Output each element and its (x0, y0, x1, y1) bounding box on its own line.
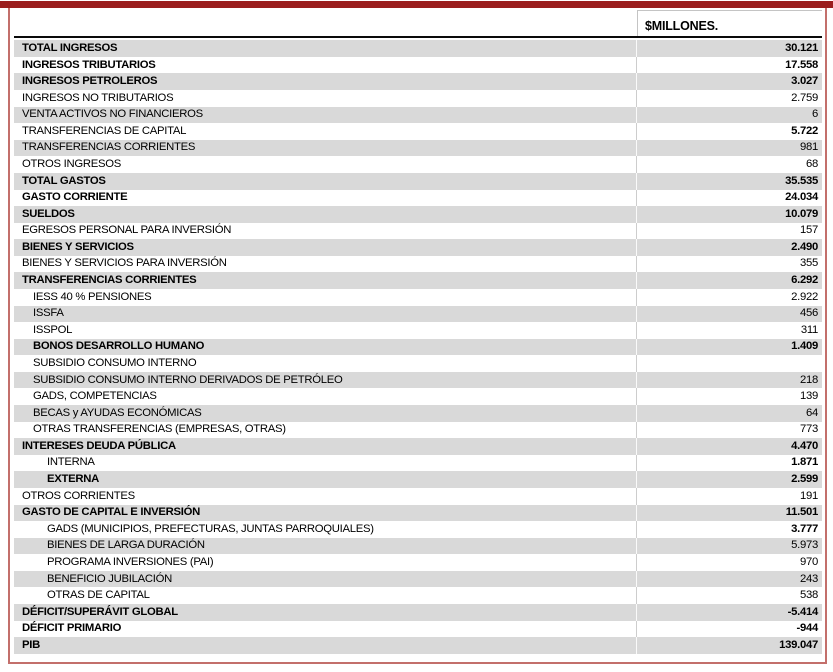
table-row (14, 289, 822, 306)
row-label: INTERNA (14, 455, 637, 472)
table-row (14, 123, 822, 140)
row-label: VENTA ACTIVOS NO FINANCIEROS (14, 107, 637, 124)
row-value: 191 (799, 489, 818, 502)
value-column-header: $MILLONES. (637, 10, 822, 36)
row-value: 218 (799, 373, 818, 386)
table-row (14, 538, 822, 555)
row-label: DÉFICIT/SUPERÁVIT GLOBAL (14, 604, 637, 621)
row-value: 10.079 (785, 207, 818, 220)
row-value: 24.034 (785, 191, 818, 204)
table-header-row (14, 10, 822, 38)
row-value: 5.973 (791, 539, 818, 552)
row-value (637, 355, 822, 372)
table-row (14, 455, 822, 472)
table-row (14, 571, 822, 588)
row-label: BIENES Y SERVICIOS PARA INVERSIÓN (14, 256, 637, 273)
table-row (14, 256, 822, 273)
table-row (14, 73, 822, 90)
row-value: -944 (796, 622, 818, 635)
row-value: 35.535 (785, 174, 818, 187)
table-row (14, 57, 822, 74)
table-row (14, 521, 822, 538)
row-value: 17.558 (785, 58, 818, 71)
table-row (14, 173, 822, 190)
row-value: 139.047 (779, 638, 818, 651)
row-label: OTROS CORRIENTES (14, 488, 637, 505)
row-label: INGRESOS TRIBUTARIOS (14, 57, 637, 74)
row-label: BECAS y AYUDAS ECONÓMICAS (14, 405, 637, 422)
row-label: TRANSFERENCIAS DE CAPITAL (14, 123, 637, 140)
table-row (14, 621, 822, 638)
row-value: 3.027 (791, 75, 818, 88)
row-value: 6 (811, 108, 818, 121)
row-label: EXTERNA (14, 471, 637, 488)
table-row (14, 223, 822, 240)
row-label: INGRESOS PETROLEROS (14, 73, 637, 90)
row-value: 2.922 (791, 290, 818, 303)
row-label: ISSFA (14, 306, 637, 323)
row-value: 11.501 (785, 506, 818, 519)
row-value: 139 (799, 390, 818, 403)
row-value: 6.292 (791, 274, 818, 287)
row-label: EGRESOS PERSONAL PARA INVERSIÓN (14, 223, 637, 240)
table-body (14, 40, 822, 654)
row-value: 311 (800, 323, 818, 336)
table-row (14, 405, 822, 422)
row-label: TOTAL GASTOS (14, 173, 637, 190)
row-label: GASTO DE CAPITAL E INVERSIÓN (14, 505, 637, 522)
row-label: GADS, COMPETENCIAS (14, 388, 637, 405)
table-row (14, 505, 822, 522)
table-row (14, 322, 822, 339)
row-value: 970 (799, 555, 818, 568)
table-row (14, 40, 822, 57)
row-label: IESS 40 % PENSIONES (14, 289, 637, 306)
table-row (14, 422, 822, 439)
row-label: ISSPOL (14, 322, 637, 339)
table-row (14, 107, 822, 124)
row-label: BONOS DESARROLLO HUMANO (14, 339, 637, 356)
table-row (14, 206, 822, 223)
row-value: 5.722 (791, 124, 818, 137)
row-value: 4.470 (791, 439, 818, 452)
row-label: BIENES Y SERVICIOS (14, 239, 637, 256)
table-row (14, 190, 822, 207)
row-value: 355 (799, 257, 818, 270)
row-value: 157 (799, 224, 818, 237)
table-row (14, 355, 822, 372)
row-label: OTRAS DE CAPITAL (14, 587, 637, 604)
row-label: PIB (14, 637, 637, 654)
table-row (14, 339, 822, 356)
row-label: SUELDOS (14, 206, 637, 223)
row-label: TRANSFERENCIAS CORRIENTES (14, 272, 637, 289)
row-value: 64 (805, 406, 818, 419)
table-row (14, 471, 822, 488)
row-label: SUBSIDIO CONSUMO INTERNO DERIVADOS DE PETRÓLEO (14, 372, 637, 389)
table-row (14, 587, 822, 604)
table-row (14, 90, 822, 107)
row-value: 243 (799, 572, 818, 585)
table-row (14, 604, 822, 621)
table-row (14, 554, 822, 571)
table-row (14, 637, 822, 654)
row-label: TOTAL INGRESOS (14, 40, 637, 57)
row-label: BIENES DE LARGA DURACIÓN (14, 538, 637, 555)
row-value: 2.490 (791, 240, 818, 253)
row-label: GASTO CORRIENTE (14, 190, 637, 207)
row-value: 773 (799, 423, 818, 436)
row-label: INGRESOS NO TRIBUTARIOS (14, 90, 637, 107)
row-label: SUBSIDIO CONSUMO INTERNO (14, 355, 637, 372)
table-row (14, 438, 822, 455)
row-value: 1.871 (791, 456, 818, 469)
table-row (14, 388, 822, 405)
row-label: OTRAS TRANSFERENCIAS (EMPRESAS, OTRAS) (14, 422, 637, 439)
row-value: 2.759 (791, 91, 818, 104)
table-row (14, 272, 822, 289)
row-label: GADS (MUNICIPIOS, PREFECTURAS, JUNTAS PARROQUIALES) (14, 521, 637, 538)
top-accent-bar (0, 1, 833, 8)
row-value: 981 (799, 141, 818, 154)
row-label: PROGRAMA INVERSIONES (PAI) (14, 554, 637, 571)
row-value: 68 (805, 158, 818, 170)
row-value: 30.121 (785, 41, 818, 54)
table-row (14, 140, 822, 157)
row-value: 3.777 (791, 522, 818, 535)
table-row (14, 306, 822, 323)
row-label: INTERESES DEUDA PÚBLICA (14, 438, 637, 455)
row-label: DÉFICIT PRIMARIO (14, 621, 637, 638)
row-label: OTROS INGRESOS (14, 156, 637, 173)
row-value: 1.409 (791, 340, 818, 353)
table-row (14, 372, 822, 389)
row-value: 456 (799, 307, 818, 320)
row-value: 2.599 (791, 473, 818, 486)
table-row (14, 156, 822, 173)
row-label: BENEFICIO JUBILACIÓN (14, 571, 637, 588)
table-row (14, 488, 822, 505)
table-row (14, 239, 822, 256)
row-label: TRANSFERENCIAS CORRIENTES (14, 140, 637, 157)
row-value: -5.414 (787, 605, 818, 618)
row-value: 538 (799, 589, 818, 602)
